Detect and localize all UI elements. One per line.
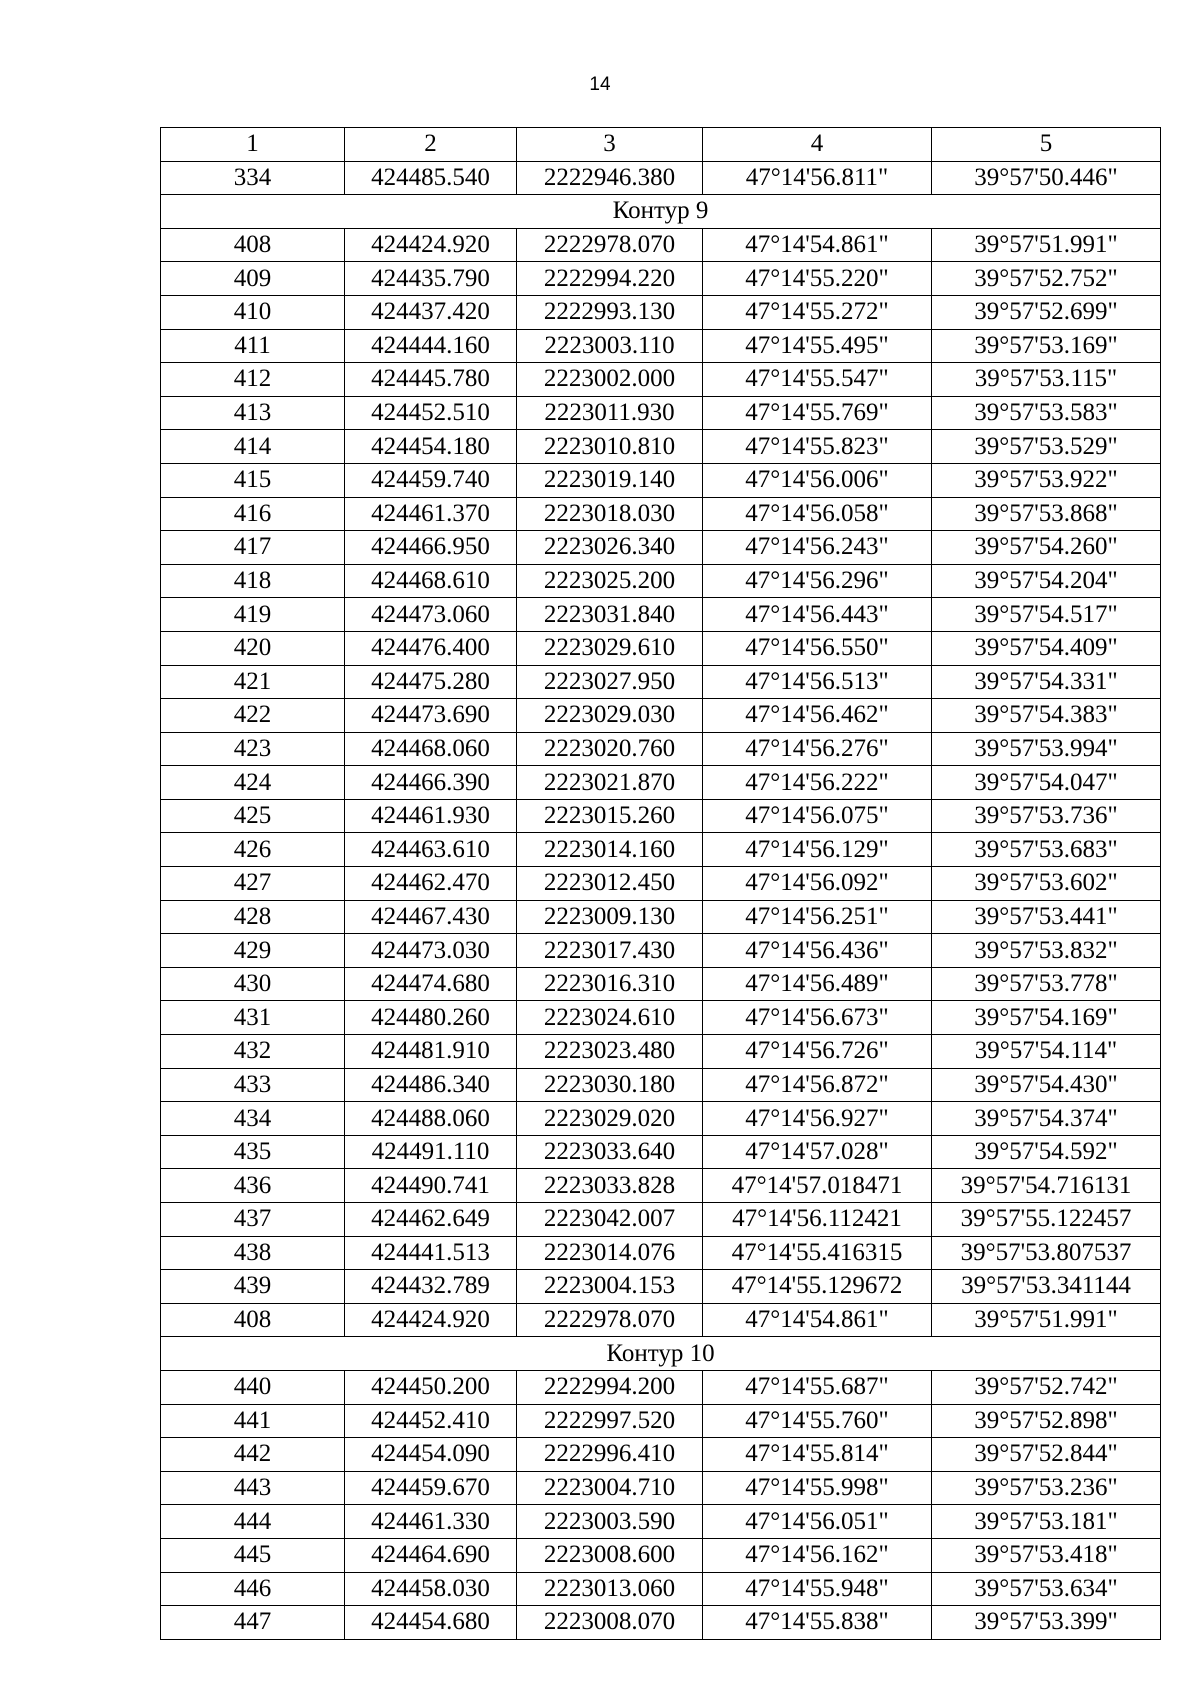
longitude-cell: 39°57'54.169" [932,1001,1161,1035]
y-coordinate-cell: 2223033.640 [517,1135,703,1169]
point-number-cell: 416 [161,497,345,531]
y-coordinate-cell: 2223010.810 [517,430,703,464]
longitude-cell: 39°57'54.114" [932,1035,1161,1069]
x-coordinate-cell: 424467.430 [345,900,517,934]
table-row [161,1471,1161,1505]
point-number-cell: 446 [161,1572,345,1606]
latitude-cell: 47°14'55.998" [703,1471,932,1505]
x-coordinate-cell: 424461.930 [345,799,517,833]
latitude-cell: 47°14'56.443" [703,598,932,632]
point-number-cell: 408 [161,1303,345,1337]
longitude-cell: 39°57'52.752" [932,262,1161,296]
table-row [161,1606,1161,1640]
table-row [161,766,1161,800]
latitude-cell: 47°14'56.513" [703,665,932,699]
x-coordinate-cell: 424480.260 [345,1001,517,1035]
table-row [161,1370,1161,1404]
point-number-cell: 421 [161,665,345,699]
point-number-cell: 420 [161,631,345,665]
table-row [161,1438,1161,1472]
x-coordinate-cell: 424462.649 [345,1203,517,1237]
table-row [161,1001,1161,1035]
x-coordinate-cell: 424488.060 [345,1102,517,1136]
coordinates-table-body [161,128,1161,1640]
column-header-2: 2 [345,128,517,162]
point-number-cell: 442 [161,1438,345,1472]
point-number-cell: 426 [161,833,345,867]
latitude-cell: 47°14'56.251" [703,900,932,934]
longitude-cell: 39°57'53.169" [932,329,1161,363]
y-coordinate-cell: 2223029.610 [517,631,703,665]
point-number-cell: 440 [161,1370,345,1404]
latitude-cell: 47°14'55.272" [703,295,932,329]
table-row [161,1035,1161,1069]
y-coordinate-cell: 2223042.007 [517,1203,703,1237]
longitude-cell: 39°57'51.991" [932,228,1161,262]
x-coordinate-cell: 424445.780 [345,363,517,397]
table-row [161,295,1161,329]
y-coordinate-cell: 2223012.450 [517,867,703,901]
y-coordinate-cell: 2222997.520 [517,1404,703,1438]
point-number-cell: 419 [161,598,345,632]
point-number-cell: 429 [161,934,345,968]
point-number-cell: 334 [161,161,345,195]
table-row [161,833,1161,867]
latitude-cell: 47°14'56.243" [703,531,932,565]
x-coordinate-cell: 424462.470 [345,867,517,901]
longitude-cell: 39°57'52.844" [932,1438,1161,1472]
y-coordinate-cell: 2222996.410 [517,1438,703,1472]
table-row [161,329,1161,363]
y-coordinate-cell: 2223004.710 [517,1471,703,1505]
table-row [161,967,1161,1001]
y-coordinate-cell: 2223029.030 [517,699,703,733]
longitude-cell: 39°57'54.331" [932,665,1161,699]
x-coordinate-cell: 424441.513 [345,1236,517,1270]
point-number-cell: 445 [161,1538,345,1572]
longitude-cell: 39°57'51.991" [932,1303,1161,1337]
y-coordinate-cell: 2223014.160 [517,833,703,867]
table-row [161,1236,1161,1270]
table-row [161,732,1161,766]
longitude-cell: 39°57'54.383" [932,699,1161,733]
x-coordinate-cell: 424473.060 [345,598,517,632]
latitude-cell: 47°14'56.129" [703,833,932,867]
table-row [161,1270,1161,1304]
x-coordinate-cell: 424491.110 [345,1135,517,1169]
table-row [161,363,1161,397]
latitude-cell: 47°14'55.769" [703,396,932,430]
page-number: 14 [589,74,611,95]
point-number-cell: 417 [161,531,345,565]
point-number-cell: 412 [161,363,345,397]
y-coordinate-cell: 2222978.070 [517,1303,703,1337]
y-coordinate-cell: 2223020.760 [517,732,703,766]
latitude-cell: 47°14'57.018471 [703,1169,932,1203]
latitude-cell: 47°14'55.129672 [703,1270,932,1304]
x-coordinate-cell: 424463.610 [345,833,517,867]
x-coordinate-cell: 424454.090 [345,1438,517,1472]
longitude-cell: 39°57'53.683" [932,833,1161,867]
latitude-cell: 47°14'54.861" [703,1303,932,1337]
y-coordinate-cell: 2223027.950 [517,665,703,699]
point-number-cell: 415 [161,463,345,497]
latitude-cell: 47°14'56.075" [703,799,932,833]
y-coordinate-cell: 2223014.076 [517,1236,703,1270]
latitude-cell: 47°14'56.462" [703,699,932,733]
y-coordinate-cell: 2223004.153 [517,1270,703,1304]
latitude-cell: 47°14'56.927" [703,1102,932,1136]
x-coordinate-cell: 424444.160 [345,329,517,363]
point-number-cell: 418 [161,564,345,598]
point-number-cell: 413 [161,396,345,430]
x-coordinate-cell: 424466.950 [345,531,517,565]
x-coordinate-cell: 424459.670 [345,1471,517,1505]
y-coordinate-cell: 2223015.260 [517,799,703,833]
point-number-cell: 425 [161,799,345,833]
y-coordinate-cell: 2223030.180 [517,1068,703,1102]
point-number-cell: 443 [161,1471,345,1505]
latitude-cell: 47°14'56.296" [703,564,932,598]
latitude-cell: 47°14'57.028" [703,1135,932,1169]
point-number-cell: 424 [161,766,345,800]
table-row [161,598,1161,632]
longitude-cell: 39°57'54.047" [932,766,1161,800]
y-coordinate-cell: 2223013.060 [517,1572,703,1606]
longitude-cell: 39°57'53.418" [932,1538,1161,1572]
table-row [161,497,1161,531]
x-coordinate-cell: 424424.920 [345,1303,517,1337]
longitude-cell: 39°57'53.441" [932,900,1161,934]
point-number-cell: 410 [161,295,345,329]
latitude-cell: 47°14'55.838" [703,1606,932,1640]
latitude-cell: 47°14'56.006" [703,463,932,497]
longitude-cell: 39°57'53.868" [932,497,1161,531]
latitude-cell: 47°14'56.162" [703,1538,932,1572]
longitude-cell: 39°57'53.341144 [932,1270,1161,1304]
table-row [161,1538,1161,1572]
point-number-cell: 432 [161,1035,345,1069]
contour-section-row [161,1337,1161,1371]
table-row [161,262,1161,296]
longitude-cell: 39°57'53.922" [932,463,1161,497]
latitude-cell: 47°14'54.861" [703,228,932,262]
longitude-cell: 39°57'52.742" [932,1370,1161,1404]
x-coordinate-cell: 424432.789 [345,1270,517,1304]
y-coordinate-cell: 2223025.200 [517,564,703,598]
point-number-cell: 422 [161,699,345,733]
latitude-cell: 47°14'56.489" [703,967,932,1001]
table-row [161,1102,1161,1136]
point-number-cell: 411 [161,329,345,363]
column-header-1: 1 [161,128,345,162]
x-coordinate-cell: 424452.510 [345,396,517,430]
table-row [161,1303,1161,1337]
longitude-cell: 39°57'53.583" [932,396,1161,430]
y-coordinate-cell: 2223033.828 [517,1169,703,1203]
latitude-cell: 47°14'55.416315 [703,1236,932,1270]
table-row [161,396,1161,430]
longitude-cell: 39°57'54.374" [932,1102,1161,1136]
table-row [161,665,1161,699]
x-coordinate-cell: 424424.920 [345,228,517,262]
latitude-cell: 47°14'55.948" [703,1572,932,1606]
longitude-cell: 39°57'54.716131 [932,1169,1161,1203]
point-number-cell: 437 [161,1203,345,1237]
x-coordinate-cell: 424475.280 [345,665,517,699]
point-number-cell: 435 [161,1135,345,1169]
x-coordinate-cell: 424468.610 [345,564,517,598]
latitude-cell: 47°14'56.222" [703,766,932,800]
longitude-cell: 39°57'53.778" [932,967,1161,1001]
latitude-cell: 47°14'55.823" [703,430,932,464]
y-coordinate-cell: 2223023.480 [517,1035,703,1069]
x-coordinate-cell: 424464.690 [345,1538,517,1572]
contour-title: Контур 9 [161,195,1161,229]
y-coordinate-cell: 2223018.030 [517,497,703,531]
table-row [161,1505,1161,1539]
latitude-cell: 47°14'56.058" [703,497,932,531]
latitude-cell: 47°14'55.760" [703,1404,932,1438]
column-header-3: 3 [517,128,703,162]
table-row [161,531,1161,565]
latitude-cell: 47°14'55.547" [703,363,932,397]
point-number-cell: 423 [161,732,345,766]
x-coordinate-cell: 424452.410 [345,1404,517,1438]
longitude-cell: 39°57'53.529" [932,430,1161,464]
y-coordinate-cell: 2222994.220 [517,262,703,296]
x-coordinate-cell: 424454.180 [345,430,517,464]
point-number-cell: 433 [161,1068,345,1102]
x-coordinate-cell: 424461.370 [345,497,517,531]
latitude-cell: 47°14'56.726" [703,1035,932,1069]
longitude-cell: 39°57'53.236" [932,1471,1161,1505]
table-row [161,228,1161,262]
point-number-cell: 428 [161,900,345,934]
y-coordinate-cell: 2223003.590 [517,1505,703,1539]
x-coordinate-cell: 424473.690 [345,699,517,733]
x-coordinate-cell: 424459.740 [345,463,517,497]
latitude-cell: 47°14'56.051" [703,1505,932,1539]
table-row [161,867,1161,901]
point-number-cell: 436 [161,1169,345,1203]
latitude-cell: 47°14'56.811" [703,161,932,195]
coordinates-table [160,127,1161,1640]
table-row [161,1203,1161,1237]
longitude-cell: 39°57'53.807537 [932,1236,1161,1270]
x-coordinate-cell: 424435.790 [345,262,517,296]
table-row [161,1572,1161,1606]
longitude-cell: 39°57'53.181" [932,1505,1161,1539]
point-number-cell: 434 [161,1102,345,1136]
column-header-5: 5 [932,128,1161,162]
x-coordinate-cell: 424458.030 [345,1572,517,1606]
table-row [161,1135,1161,1169]
latitude-cell: 47°14'56.550" [703,631,932,665]
y-coordinate-cell: 2223031.840 [517,598,703,632]
latitude-cell: 47°14'56.436" [703,934,932,968]
x-coordinate-cell: 424473.030 [345,934,517,968]
longitude-cell: 39°57'54.517" [932,598,1161,632]
y-coordinate-cell: 2223029.020 [517,1102,703,1136]
contour-title: Контур 10 [161,1337,1161,1371]
point-number-cell: 408 [161,228,345,262]
table-row [161,934,1161,968]
y-coordinate-cell: 2222993.130 [517,295,703,329]
y-coordinate-cell: 2223009.130 [517,900,703,934]
point-number-cell: 439 [161,1270,345,1304]
latitude-cell: 47°14'55.220" [703,262,932,296]
longitude-cell: 39°57'52.898" [932,1404,1161,1438]
table-row [161,1068,1161,1102]
table-row [161,1169,1161,1203]
point-number-cell: 444 [161,1505,345,1539]
table-row [161,799,1161,833]
x-coordinate-cell: 424468.060 [345,732,517,766]
longitude-cell: 39°57'54.430" [932,1068,1161,1102]
table-header-row [161,128,1161,162]
point-number-cell: 427 [161,867,345,901]
x-coordinate-cell: 424466.390 [345,766,517,800]
latitude-cell: 47°14'56.112421 [703,1203,932,1237]
table-row [161,1404,1161,1438]
table-row [161,463,1161,497]
column-header-4: 4 [703,128,932,162]
table-row [161,564,1161,598]
point-number-cell: 431 [161,1001,345,1035]
x-coordinate-cell: 424485.540 [345,161,517,195]
y-coordinate-cell: 2223019.140 [517,463,703,497]
y-coordinate-cell: 2223017.430 [517,934,703,968]
longitude-cell: 39°57'54.204" [932,564,1161,598]
y-coordinate-cell: 2223003.110 [517,329,703,363]
y-coordinate-cell: 2223026.340 [517,531,703,565]
y-coordinate-cell: 2223002.000 [517,363,703,397]
x-coordinate-cell: 424461.330 [345,1505,517,1539]
latitude-cell: 47°14'55.687" [703,1370,932,1404]
longitude-cell: 39°57'54.409" [932,631,1161,665]
table-row [161,699,1161,733]
y-coordinate-cell: 2222946.380 [517,161,703,195]
y-coordinate-cell: 2223011.930 [517,396,703,430]
latitude-cell: 47°14'56.872" [703,1068,932,1102]
longitude-cell: 39°57'54.592" [932,1135,1161,1169]
x-coordinate-cell: 424437.420 [345,295,517,329]
x-coordinate-cell: 424486.340 [345,1068,517,1102]
table-row [161,900,1161,934]
point-number-cell: 441 [161,1404,345,1438]
x-coordinate-cell: 424450.200 [345,1370,517,1404]
y-coordinate-cell: 2223021.870 [517,766,703,800]
x-coordinate-cell: 424454.680 [345,1606,517,1640]
latitude-cell: 47°14'56.673" [703,1001,932,1035]
y-coordinate-cell: 2223016.310 [517,967,703,1001]
longitude-cell: 39°57'55.122457 [932,1203,1161,1237]
longitude-cell: 39°57'53.832" [932,934,1161,968]
longitude-cell: 39°57'53.399" [932,1606,1161,1640]
y-coordinate-cell: 2222994.200 [517,1370,703,1404]
point-number-cell: 438 [161,1236,345,1270]
table-row [161,161,1161,195]
x-coordinate-cell: 424490.741 [345,1169,517,1203]
x-coordinate-cell: 424481.910 [345,1035,517,1069]
y-coordinate-cell: 2222978.070 [517,228,703,262]
longitude-cell: 39°57'53.994" [932,732,1161,766]
point-number-cell: 447 [161,1606,345,1640]
latitude-cell: 47°14'55.495" [703,329,932,363]
latitude-cell: 47°14'56.092" [703,867,932,901]
longitude-cell: 39°57'53.115" [932,363,1161,397]
point-number-cell: 430 [161,967,345,1001]
contour-section-row [161,195,1161,229]
longitude-cell: 39°57'53.736" [932,799,1161,833]
y-coordinate-cell: 2223024.610 [517,1001,703,1035]
latitude-cell: 47°14'55.814" [703,1438,932,1472]
longitude-cell: 39°57'53.634" [932,1572,1161,1606]
table-row [161,631,1161,665]
table-row [161,430,1161,464]
longitude-cell: 39°57'53.602" [932,867,1161,901]
point-number-cell: 414 [161,430,345,464]
longitude-cell: 39°57'52.699" [932,295,1161,329]
longitude-cell: 39°57'50.446" [932,161,1161,195]
longitude-cell: 39°57'54.260" [932,531,1161,565]
point-number-cell: 409 [161,262,345,296]
x-coordinate-cell: 424474.680 [345,967,517,1001]
y-coordinate-cell: 2223008.070 [517,1606,703,1640]
y-coordinate-cell: 2223008.600 [517,1538,703,1572]
x-coordinate-cell: 424476.400 [345,631,517,665]
latitude-cell: 47°14'56.276" [703,732,932,766]
